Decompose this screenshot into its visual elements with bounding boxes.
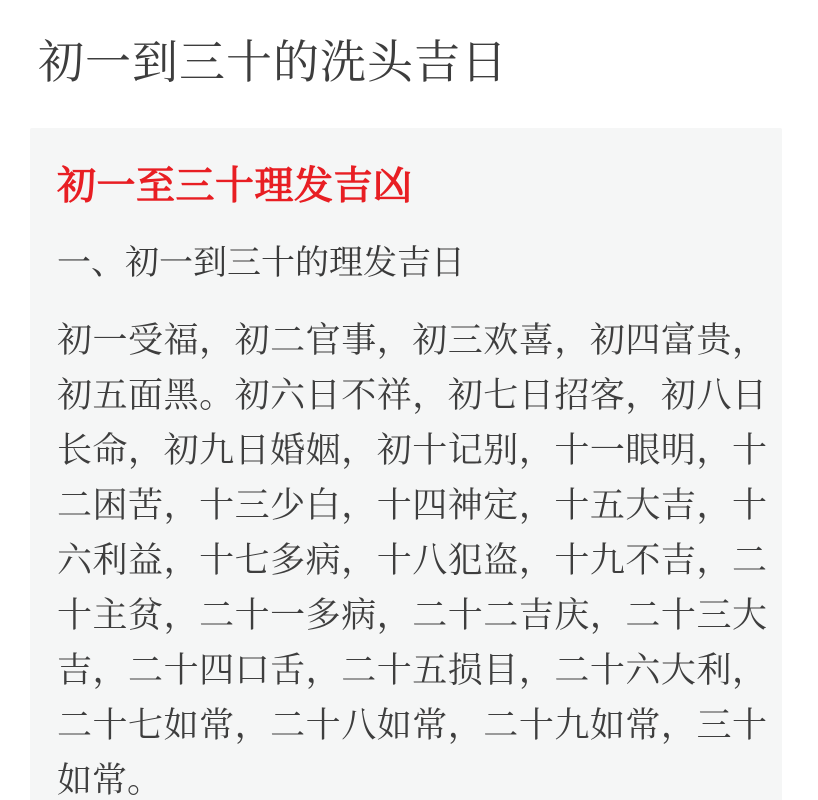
section-subheading: 一、初一到三十的理发吉日: [57, 244, 465, 282]
page-title: 初一到三十的洗头吉日: [38, 36, 508, 88]
article-paragraph: 初一受福，初二官事，初三欢喜，初四富贵，初五面黑。初六日不祥，初七日招客，初八日长命，初九日婚姻，初十记别，十一眼明，十二困苦，十三少白，十四神定，十五大吉，十六利益，十七多病，十八犯盗，十九不吉，二十主贫，二十一多病，二十二吉庆，二十三大吉，二十四口舌，二十五损目，二十六大利，二十七如常，二十八如常，二十九如常，三十如常。: [57, 321, 767, 800]
article-card: [30, 128, 782, 800]
section-heading: 初一至三十理发吉凶: [57, 165, 413, 208]
